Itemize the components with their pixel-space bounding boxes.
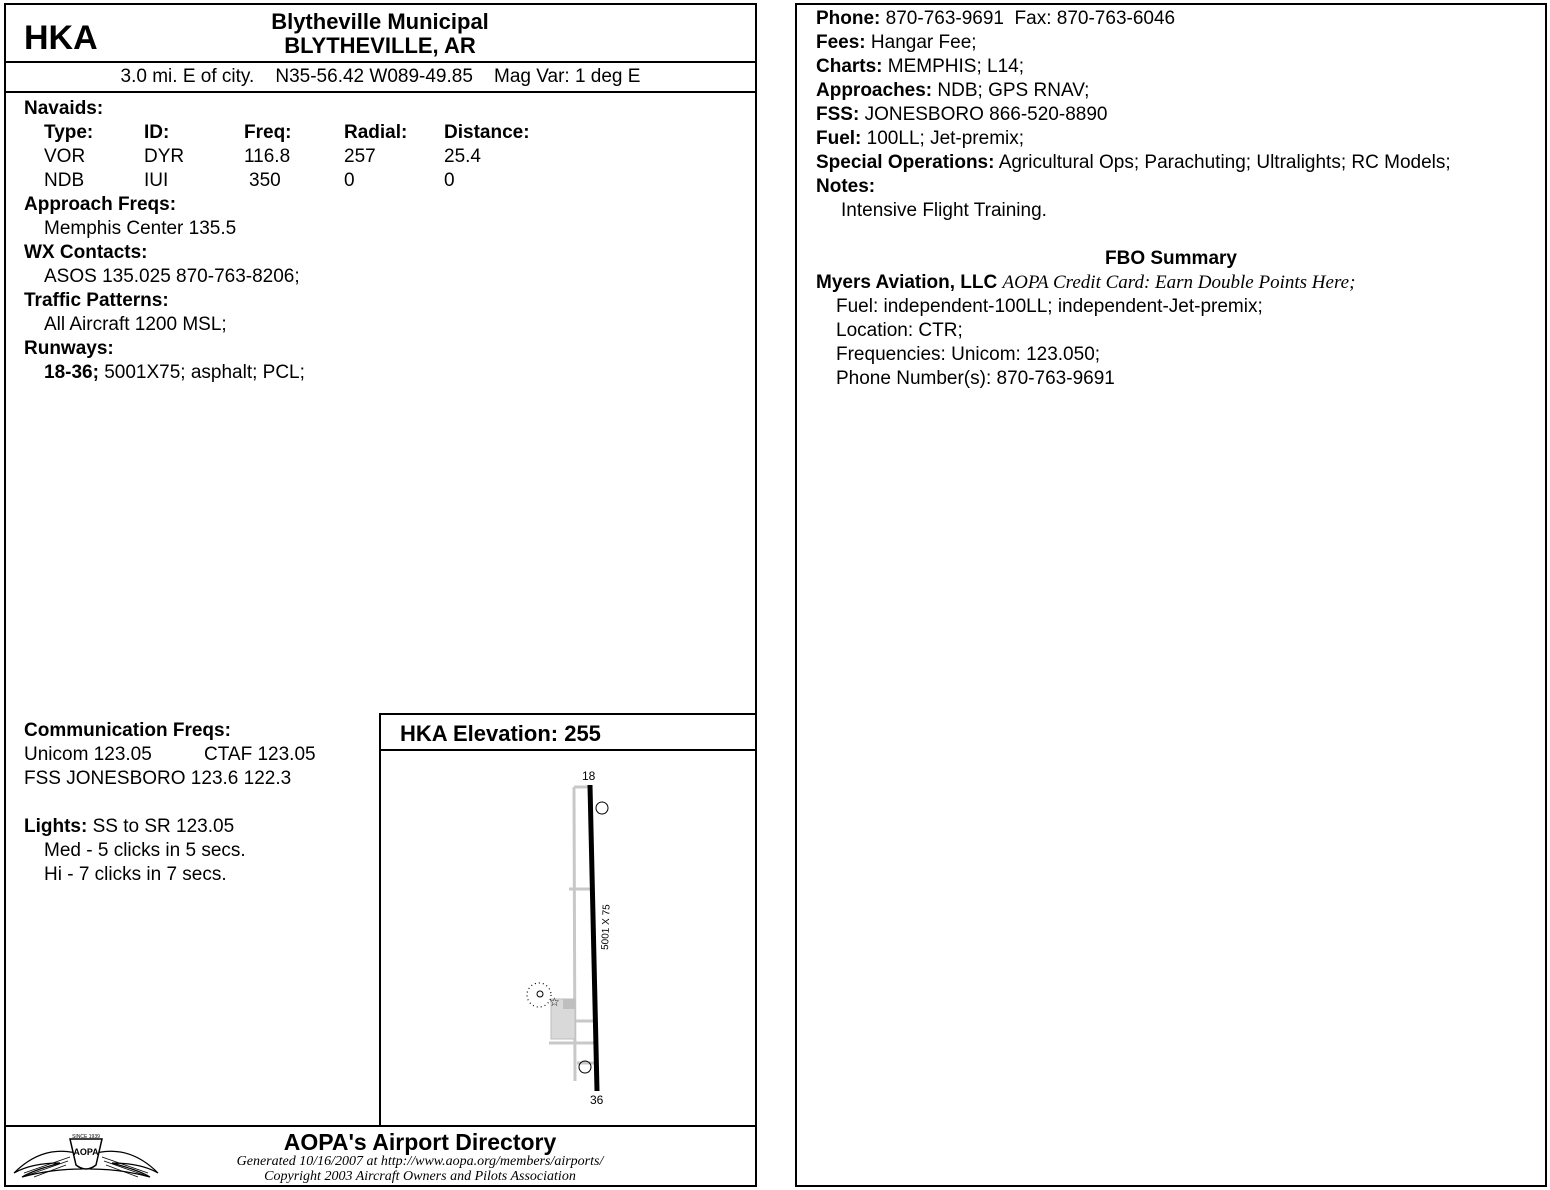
phone-line — [816, 7, 1175, 31]
windsock-marker — [596, 802, 608, 814]
runway-end-18: 18 — [582, 769, 596, 783]
diagram-title: HKA Elevation: 255 — [400, 721, 601, 746]
traffic-patterns-title: Traffic Patterns: — [24, 290, 169, 311]
fees-value: Hangar Fee; — [870, 32, 977, 53]
fees-line — [816, 31, 977, 55]
hangar — [563, 999, 575, 1009]
airport-name: Blytheville Municipal — [271, 9, 489, 34]
lights-line — [24, 815, 234, 839]
navaid-row-1-id: DYR — [144, 146, 185, 167]
special-ops-value: Agricultural Ops; Parachuting; Ultralights; RC Models; — [998, 152, 1451, 173]
footer-divider — [4, 1125, 757, 1127]
fbo-phone: Phone Number(s): 870-763-9691 — [836, 368, 1115, 389]
navaid-row-1-distance: 25.4 — [444, 146, 481, 167]
navaid-row-2-freq: 350 — [249, 170, 281, 191]
phone-label: Phone: — [816, 8, 881, 29]
special-ops-line — [816, 151, 1451, 175]
runway-id: 18-36; — [44, 362, 99, 383]
approaches-label: Approaches: — [816, 80, 933, 101]
approach-freqs-value: Memphis Center 135.5 — [44, 218, 237, 239]
fss-label: FSS: — [816, 104, 860, 125]
right-panel — [795, 3, 1547, 1187]
logo-since: SINCE 1939 — [72, 1134, 100, 1140]
fbo-name: Myers Aviation, LLC — [816, 272, 998, 293]
runway-dimensions: 5001 X 75 — [600, 904, 613, 951]
comm-fss: FSS JONESBORO 123.6 122.3 — [24, 768, 292, 789]
runway-line — [44, 361, 305, 385]
charts-line — [816, 55, 1024, 79]
fuel-label: Fuel: — [816, 128, 862, 149]
header-divider — [4, 61, 757, 63]
airport-diagram — [381, 751, 755, 1124]
wx-contacts-value: ASOS 135.025 870-763-8206; — [44, 266, 300, 287]
fss-line — [816, 103, 1107, 127]
notes-value: Intensive Flight Training. — [841, 200, 1047, 221]
fees-label: Fees: — [816, 32, 866, 53]
navaids-header-id: ID: — [144, 122, 170, 143]
wx-contacts-title: WX Contacts: — [24, 242, 148, 263]
fbo-name-line — [816, 271, 1355, 295]
approaches-line — [816, 79, 1089, 103]
navaids-header-freq: Freq: — [244, 122, 292, 143]
fbo-frequencies: Frequencies: Unicom: 123.050; — [836, 344, 1101, 365]
traffic-patterns-value: All Aircraft 1200 MSL; — [44, 314, 227, 335]
charts-value: MEMPHIS; L14; — [887, 56, 1025, 77]
navaid-row-1-freq: 116.8 — [244, 146, 291, 167]
fss-value: JONESBORO 866-520-8890 — [864, 104, 1108, 125]
lights-hi: Hi - 7 clicks in 7 secs. — [44, 864, 227, 885]
runway-end-36: 36 — [590, 1093, 604, 1107]
lights-value: SS to SR 123.05 — [92, 816, 235, 837]
navaid-row-2-distance: 0 — [444, 170, 455, 191]
footer-title: AOPA's Airport Directory — [283, 1129, 557, 1155]
footer-copyright: Copyright 2003 Aircraft Owners and Pilots Association — [264, 1169, 576, 1184]
lights-label: Lights: — [24, 816, 88, 837]
fbo-location: Location: CTR; — [836, 320, 963, 341]
fuel-line — [816, 127, 1024, 151]
navaid-row-2-radial: 0 — [344, 170, 355, 191]
airport-code: HKA — [24, 19, 98, 57]
location-line: 3.0 mi. E of city. N35-56.42 W089-49.85 Mag Var: 1 deg E — [120, 66, 641, 87]
fuel-value: 100LL; Jet-premix; — [866, 128, 1025, 149]
fbo-fuel: Fuel: independent-100LL; independent-Jet-premix; — [836, 296, 1263, 317]
approach-freqs-title: Approach Freqs: — [24, 194, 177, 215]
runway-details: 5001X75; asphalt; PCL; — [104, 362, 305, 383]
phone-value: 870-763-9691 Fax: 870-763-6046 — [885, 8, 1176, 29]
charts-label: Charts: — [816, 56, 883, 77]
svg-text:☆: ☆ — [549, 995, 560, 1009]
comm-ctaf: CTAF 123.05 — [204, 744, 316, 765]
location-divider — [4, 91, 757, 93]
runway-18-36 — [590, 785, 597, 1091]
comm-freqs-title: Communication Freqs: — [24, 720, 231, 741]
notes-label: Notes: — [816, 176, 876, 197]
runways-title: Runways: — [24, 338, 114, 359]
navaid-row-1-type: VOR — [44, 146, 86, 167]
navaid-row-2-id: IUI — [144, 170, 169, 191]
navaids-header-radial: Radial: — [344, 122, 408, 143]
approaches-value: NDB; GPS RNAV; — [937, 80, 1090, 101]
lights-med: Med - 5 clicks in 5 secs. — [44, 840, 246, 861]
navaids-header-distance: Distance: — [444, 122, 530, 143]
logo-text: AOPA — [73, 1147, 99, 1157]
navaids-title: Navaids: — [24, 98, 104, 119]
navaid-row-1-radial: 257 — [344, 146, 376, 167]
fbo-promo: AOPA Credit Card: Earn Double Points Here; — [1002, 272, 1356, 293]
beacon — [527, 983, 560, 1009]
footer-generated: Generated 10/16/2007 at http://www.aopa.org/members/airports/ — [236, 1154, 604, 1169]
comm-unicom: Unicom 123.05 — [24, 744, 152, 765]
aopa-wings-logo — [10, 1129, 162, 1181]
fbo-summary-title: FBO Summary — [1105, 248, 1237, 269]
airport-city: BLYTHEVILLE, AR — [284, 33, 476, 58]
navaids-header-type: Type: — [44, 122, 94, 143]
navaid-row-2-type: NDB — [44, 170, 85, 191]
special-ops-label: Special Operations: — [816, 152, 995, 173]
